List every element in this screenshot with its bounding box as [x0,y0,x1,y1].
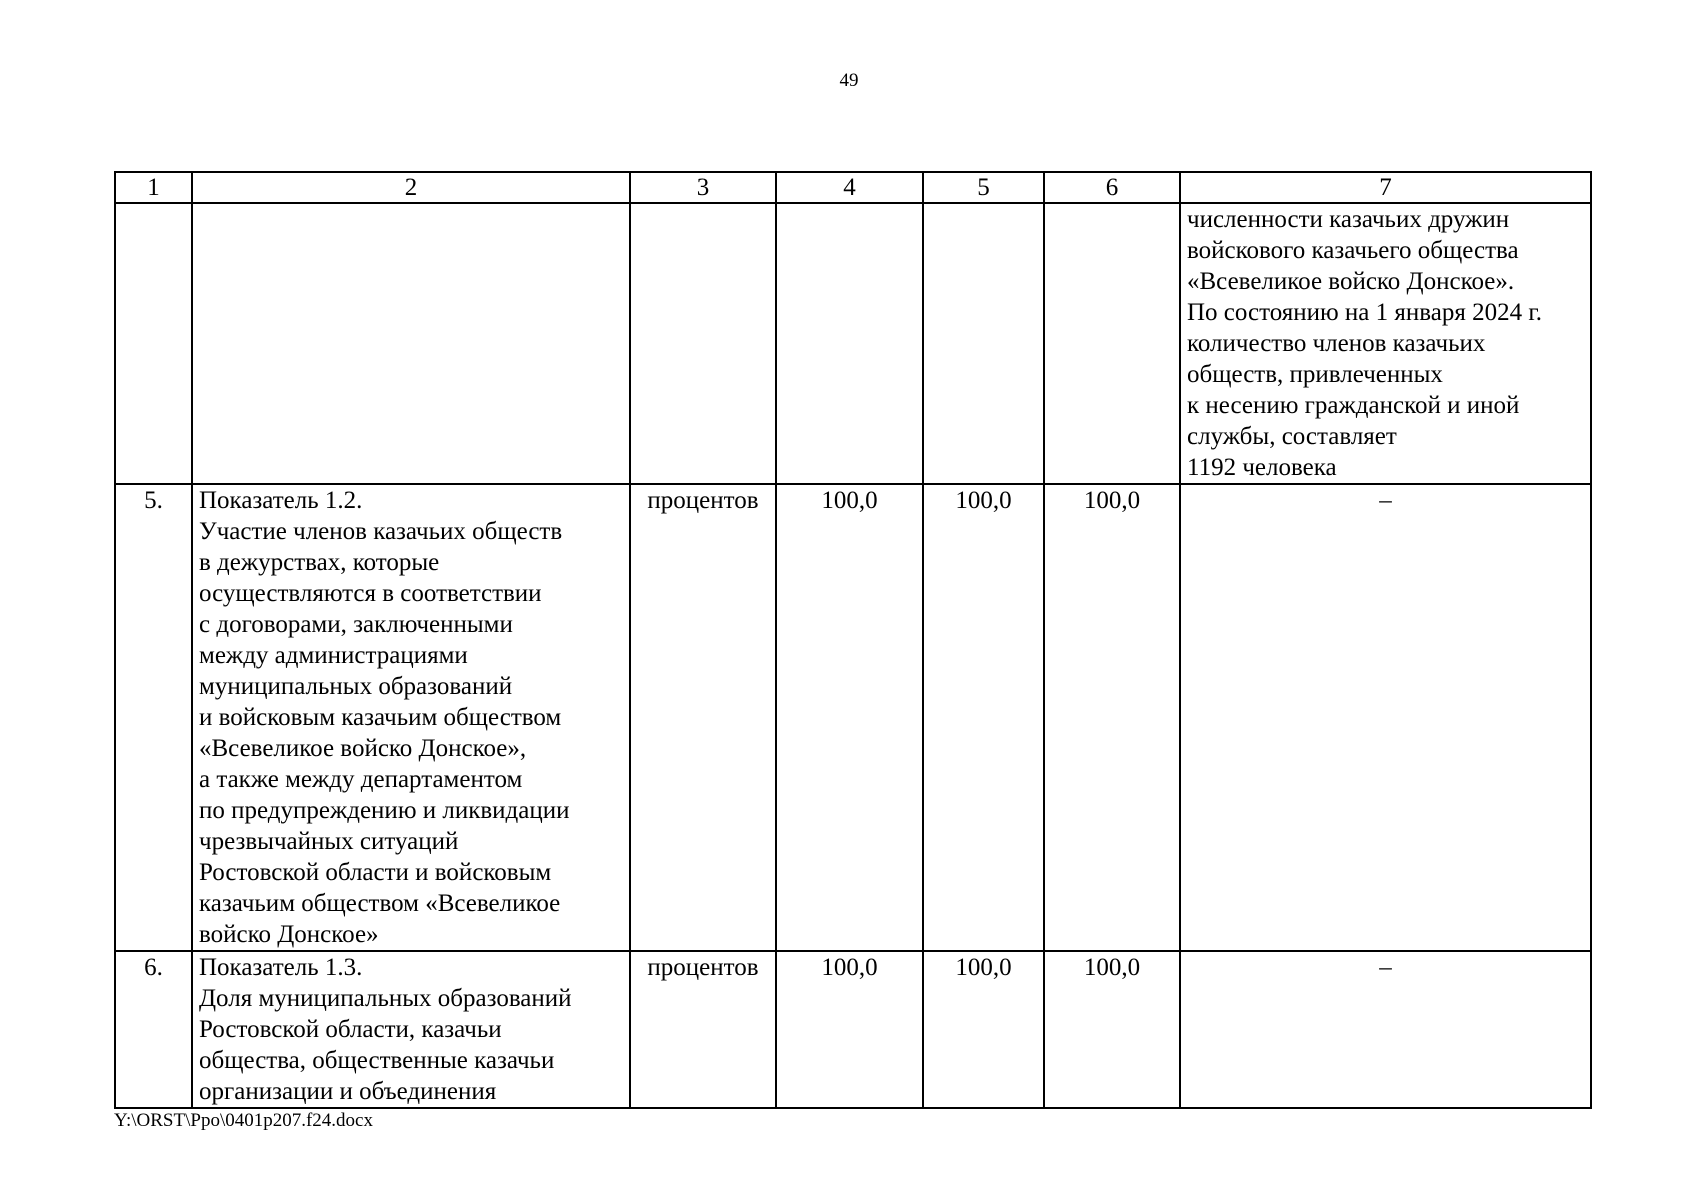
table-row [115,951,1591,1108]
table-row [115,203,1591,484]
value-cell-4: 100,0 [776,484,923,951]
value-cell-4: 100,0 [776,951,923,1108]
header-cell: 2 [192,172,630,203]
value-cell-6: 100,0 [1044,484,1180,951]
note-cell: численности казачьих дружин войскового казачьего общества «Всевеликое войско Донское». По состоянию на 1 января 2024 г. количество членов казачьих обществ, привлеченных к несению гражданской и иной службы, составляет 1192 человека [1180,203,1591,484]
empty-cell [923,203,1044,484]
note-cell: – [1180,951,1591,1108]
empty-cell [776,203,923,484]
empty-cell [630,203,776,484]
header-cell: 6 [1044,172,1180,203]
empty-cell [1044,203,1180,484]
indicators-table [114,171,1592,1109]
value-cell-5: 100,0 [923,951,1044,1108]
header-cell: 7 [1180,172,1591,203]
header-cell: 5 [923,172,1044,203]
value-cell-5: 100,0 [923,484,1044,951]
file-path-footer: Y:\ORST\Ppo\0401p207.f24.docx [114,1110,373,1131]
row-number: 6. [115,951,192,1108]
indicator-cell: Показатель 1.3. Доля муниципальных образований Ростовской области, казачьи общества, общественные казачьи организации и объединения [192,951,630,1108]
unit-cell: процентов [630,951,776,1108]
value-cell-6: 100,0 [1044,951,1180,1108]
unit-cell: процентов [630,484,776,951]
indicator-cell: Показатель 1.2. Участие членов казачьих обществ в дежурствах, которые осуществляются в соответствии с договорами, заключенными между администрациями муниципальных образований и войсковым казачьим обществом «Всевеликое войско Донское», а также между департаментом по предупреждению и ликвидации чрезвычайных ситуаций Ростовской области и войсковым казачьим обществом «Всевеликое войско Донское» [192,484,630,951]
table-header-row [115,172,1591,203]
page-number: 49 [839,70,859,91]
row-number: 5. [115,484,192,951]
table-row [115,484,1591,951]
header-cell: 3 [630,172,776,203]
header-cell: 4 [776,172,923,203]
empty-cell [115,203,192,484]
header-cell: 1 [115,172,192,203]
empty-cell [192,203,630,484]
note-cell: – [1180,484,1591,951]
